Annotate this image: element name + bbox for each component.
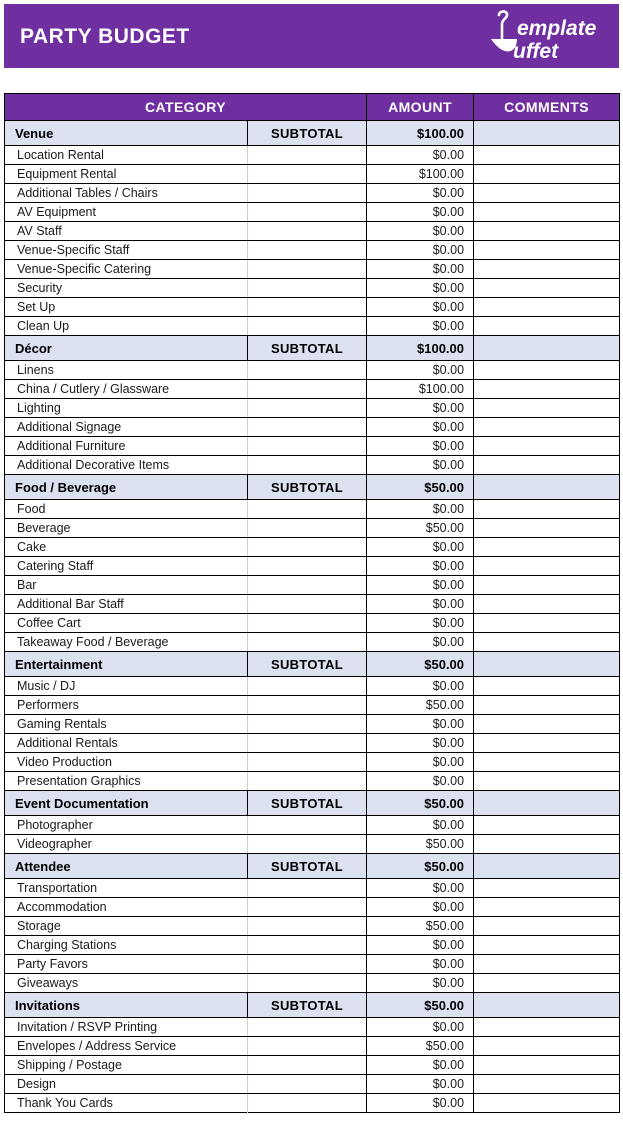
item-name: Invitation / RSVP Printing (5, 1018, 248, 1037)
table-row (5, 879, 620, 898)
item-comment-cell[interactable] (474, 677, 620, 696)
item-name: Lighting (5, 399, 248, 418)
item-comment-cell[interactable] (474, 146, 620, 165)
item-comment-cell[interactable] (474, 816, 620, 835)
table-row (5, 361, 620, 380)
item-comment-cell[interactable] (474, 298, 620, 317)
item-amount[interactable]: $0.00 (367, 633, 474, 652)
item-name: Photographer (5, 816, 248, 835)
template-buffet-logo (477, 8, 605, 64)
item-spacer-cell (248, 456, 367, 475)
item-spacer-cell (248, 538, 367, 557)
item-spacer-cell (248, 753, 367, 772)
item-name: Storage (5, 917, 248, 936)
item-amount[interactable]: $0.00 (367, 753, 474, 772)
item-comment-cell[interactable] (474, 260, 620, 279)
item-spacer-cell (248, 184, 367, 203)
item-comment-cell[interactable] (474, 557, 620, 576)
section-subtotal-row (5, 854, 620, 879)
table-row (5, 399, 620, 418)
table-row (5, 380, 620, 399)
item-name: Beverage (5, 519, 248, 538)
item-comment-cell[interactable] (474, 879, 620, 898)
section-comment-cell[interactable] (474, 121, 620, 146)
item-comment-cell[interactable] (474, 361, 620, 380)
item-comment-cell[interactable] (474, 203, 620, 222)
item-name: Additional Signage (5, 418, 248, 437)
item-spacer-cell (248, 879, 367, 898)
item-name: Cake (5, 538, 248, 557)
table-row (5, 1037, 620, 1056)
table-row (5, 1056, 620, 1075)
item-amount[interactable]: $0.00 (367, 974, 474, 993)
item-comment-cell[interactable] (474, 519, 620, 538)
item-amount[interactable]: $0.00 (367, 222, 474, 241)
item-comment-cell[interactable] (474, 974, 620, 993)
item-amount[interactable]: $0.00 (367, 677, 474, 696)
item-amount[interactable]: $0.00 (367, 279, 474, 298)
item-amount[interactable]: $0.00 (367, 298, 474, 317)
item-spacer-cell (248, 380, 367, 399)
item-amount[interactable]: $0.00 (367, 715, 474, 734)
item-amount[interactable]: $50.00 (367, 519, 474, 538)
item-name: Coffee Cart (5, 614, 248, 633)
item-spacer-cell (248, 974, 367, 993)
item-comment-cell[interactable] (474, 576, 620, 595)
table-row (5, 772, 620, 791)
item-amount[interactable]: $0.00 (367, 203, 474, 222)
subtotal-label: SUBTOTAL (248, 652, 367, 677)
item-spacer-cell (248, 500, 367, 519)
item-name: Video Production (5, 753, 248, 772)
item-comment-cell[interactable] (474, 734, 620, 753)
item-spacer-cell (248, 437, 367, 456)
title-banner (4, 4, 619, 68)
page-title: PARTY BUDGET (20, 24, 190, 48)
section-comment-cell[interactable] (474, 993, 620, 1018)
item-spacer-cell (248, 1037, 367, 1056)
table-row (5, 184, 620, 203)
item-name: Bar (5, 576, 248, 595)
section-subtotal-amount[interactable]: $100.00 (367, 336, 474, 361)
item-comment-cell[interactable] (474, 1075, 620, 1094)
table-row (5, 835, 620, 854)
svg-text:emplate: emplate (517, 17, 597, 40)
item-spacer-cell (248, 279, 367, 298)
item-name: Venue-Specific Staff (5, 241, 248, 260)
column-header-category: CATEGORY (5, 94, 367, 121)
item-comment-cell[interactable] (474, 1094, 620, 1113)
item-name: Additional Decorative Items (5, 456, 248, 475)
item-comment-cell[interactable] (474, 772, 620, 791)
item-name: Accommodation (5, 898, 248, 917)
item-name: Additional Furniture (5, 437, 248, 456)
item-amount[interactable]: $50.00 (367, 917, 474, 936)
table-row (5, 260, 620, 279)
item-comment-cell[interactable] (474, 1018, 620, 1037)
item-amount[interactable]: $100.00 (367, 165, 474, 184)
item-amount[interactable]: $0.00 (367, 936, 474, 955)
item-comment-cell[interactable] (474, 1056, 620, 1075)
table-row (5, 437, 620, 456)
item-name: Venue-Specific Catering (5, 260, 248, 279)
item-comment-cell[interactable] (474, 753, 620, 772)
table-row (5, 165, 620, 184)
item-name: Clean Up (5, 317, 248, 336)
item-comment-cell[interactable] (474, 538, 620, 557)
item-amount[interactable]: $0.00 (367, 317, 474, 336)
table-row (5, 500, 620, 519)
table-body (5, 121, 620, 1113)
item-comment-cell[interactable] (474, 696, 620, 715)
subtotal-label: SUBTOTAL (248, 791, 367, 816)
budget-table (4, 93, 620, 1113)
section-subtotal-amount[interactable]: $50.00 (367, 791, 474, 816)
item-spacer-cell (248, 715, 367, 734)
item-amount[interactable]: $0.00 (367, 184, 474, 203)
table-row (5, 317, 620, 336)
section-subtotal-row (5, 336, 620, 361)
item-amount[interactable]: $0.00 (367, 1056, 474, 1075)
section-subtotal-row (5, 791, 620, 816)
item-spacer-cell (248, 298, 367, 317)
table-row (5, 1018, 620, 1037)
item-spacer-cell (248, 418, 367, 437)
subtotal-label: SUBTOTAL (248, 993, 367, 1018)
table-row (5, 696, 620, 715)
item-amount[interactable]: $100.00 (367, 380, 474, 399)
section-subtotal-amount[interactable]: $50.00 (367, 854, 474, 879)
item-amount[interactable]: $0.00 (367, 576, 474, 595)
item-comment-cell[interactable] (474, 222, 620, 241)
item-name: Additional Rentals (5, 734, 248, 753)
item-spacer-cell (248, 361, 367, 380)
section-comment-cell[interactable] (474, 854, 620, 879)
item-name: China / Cutlery / Glassware (5, 380, 248, 399)
table-row (5, 418, 620, 437)
item-comment-cell[interactable] (474, 456, 620, 475)
item-comment-cell[interactable] (474, 917, 620, 936)
item-spacer-cell (248, 835, 367, 854)
item-spacer-cell (248, 1018, 367, 1037)
subtotal-label: SUBTOTAL (248, 121, 367, 146)
item-spacer-cell (248, 595, 367, 614)
table-row (5, 456, 620, 475)
table-row (5, 633, 620, 652)
item-comment-cell[interactable] (474, 317, 620, 336)
item-amount[interactable]: $0.00 (367, 614, 474, 633)
section-comment-cell[interactable] (474, 652, 620, 677)
item-amount[interactable]: $0.00 (367, 772, 474, 791)
item-name: Charging Stations (5, 936, 248, 955)
table-row (5, 955, 620, 974)
section-name: Attendee (5, 854, 248, 879)
item-amount[interactable]: $0.00 (367, 260, 474, 279)
section-name: Food / Beverage (5, 475, 248, 500)
item-spacer-cell (248, 399, 367, 418)
item-comment-cell[interactable] (474, 500, 620, 519)
item-amount[interactable]: $0.00 (367, 1018, 474, 1037)
table-row (5, 241, 620, 260)
section-subtotal-row (5, 993, 620, 1018)
table-row (5, 576, 620, 595)
table-row (5, 146, 620, 165)
item-amount[interactable]: $0.00 (367, 1075, 474, 1094)
item-comment-cell[interactable] (474, 633, 620, 652)
item-spacer-cell (248, 241, 367, 260)
item-amount[interactable]: $0.00 (367, 557, 474, 576)
item-spacer-cell (248, 955, 367, 974)
table-row (5, 936, 620, 955)
table-row (5, 753, 620, 772)
table-row (5, 519, 620, 538)
item-spacer-cell (248, 1056, 367, 1075)
item-name: Security (5, 279, 248, 298)
item-comment-cell[interactable] (474, 437, 620, 456)
table-row (5, 734, 620, 753)
item-amount[interactable]: $0.00 (367, 955, 474, 974)
subtotal-label: SUBTOTAL (248, 336, 367, 361)
section-subtotal-amount[interactable]: $50.00 (367, 652, 474, 677)
item-spacer-cell (248, 222, 367, 241)
item-name: Food (5, 500, 248, 519)
table-row (5, 298, 620, 317)
section-name: Invitations (5, 993, 248, 1018)
column-header-comments: COMMENTS (474, 94, 620, 121)
table-row (5, 538, 620, 557)
item-comment-cell[interactable] (474, 399, 620, 418)
item-comment-cell[interactable] (474, 184, 620, 203)
item-spacer-cell (248, 146, 367, 165)
item-spacer-cell (248, 165, 367, 184)
section-comment-cell[interactable] (474, 336, 620, 361)
item-comment-cell[interactable] (474, 418, 620, 437)
item-amount[interactable]: $50.00 (367, 696, 474, 715)
item-amount[interactable]: $0.00 (367, 595, 474, 614)
item-amount[interactable]: $0.00 (367, 734, 474, 753)
item-name: Transportation (5, 879, 248, 898)
item-name: Music / DJ (5, 677, 248, 696)
item-comment-cell[interactable] (474, 1037, 620, 1056)
svg-text:uffet: uffet (513, 40, 559, 63)
table-row (5, 816, 620, 835)
item-name: Thank You Cards (5, 1094, 248, 1113)
table-row (5, 677, 620, 696)
table-row (5, 557, 620, 576)
item-spacer-cell (248, 772, 367, 791)
item-amount[interactable]: $0.00 (367, 418, 474, 437)
table-row (5, 974, 620, 993)
item-name: Giveaways (5, 974, 248, 993)
item-name: Linens (5, 361, 248, 380)
item-amount[interactable]: $50.00 (367, 835, 474, 854)
item-name: Equipment Rental (5, 165, 248, 184)
section-subtotal-amount[interactable]: $50.00 (367, 993, 474, 1018)
table-row (5, 1075, 620, 1094)
item-name: AV Equipment (5, 203, 248, 222)
section-subtotal-row (5, 475, 620, 500)
section-name: Entertainment (5, 652, 248, 677)
item-comment-cell[interactable] (474, 835, 620, 854)
item-comment-cell[interactable] (474, 955, 620, 974)
item-name: Videographer (5, 835, 248, 854)
item-name: Envelopes / Address Service (5, 1037, 248, 1056)
item-comment-cell[interactable] (474, 279, 620, 298)
item-spacer-cell (248, 614, 367, 633)
table-row (5, 917, 620, 936)
item-name: Additional Bar Staff (5, 595, 248, 614)
item-amount[interactable]: $0.00 (367, 1094, 474, 1113)
item-spacer-cell (248, 519, 367, 538)
section-comment-cell[interactable] (474, 475, 620, 500)
section-subtotal-row (5, 652, 620, 677)
item-comment-cell[interactable] (474, 241, 620, 260)
item-name: Takeaway Food / Beverage (5, 633, 248, 652)
table-header (5, 94, 620, 121)
item-amount[interactable]: $0.00 (367, 241, 474, 260)
section-subtotal-amount[interactable]: $50.00 (367, 475, 474, 500)
item-amount[interactable]: $0.00 (367, 816, 474, 835)
item-name: Performers (5, 696, 248, 715)
section-comment-cell[interactable] (474, 791, 620, 816)
item-comment-cell[interactable] (474, 936, 620, 955)
table-row (5, 898, 620, 917)
banner-spacer (0, 68, 623, 93)
item-name: Location Rental (5, 146, 248, 165)
item-spacer-cell (248, 917, 367, 936)
table-row (5, 715, 620, 734)
table-row (5, 1094, 620, 1113)
item-amount[interactable]: $0.00 (367, 456, 474, 475)
item-name: AV Staff (5, 222, 248, 241)
section-name: Décor (5, 336, 248, 361)
item-spacer-cell (248, 317, 367, 336)
item-comment-cell[interactable] (474, 380, 620, 399)
item-comment-cell[interactable] (474, 165, 620, 184)
item-name: Presentation Graphics (5, 772, 248, 791)
item-spacer-cell (248, 936, 367, 955)
item-spacer-cell (248, 633, 367, 652)
subtotal-label: SUBTOTAL (248, 475, 367, 500)
item-name: Additional Tables / Chairs (5, 184, 248, 203)
item-comment-cell[interactable] (474, 715, 620, 734)
item-name: Design (5, 1075, 248, 1094)
item-spacer-cell (248, 696, 367, 715)
item-comment-cell[interactable] (474, 595, 620, 614)
item-spacer-cell (248, 734, 367, 753)
item-spacer-cell (248, 557, 367, 576)
item-spacer-cell (248, 1075, 367, 1094)
item-amount[interactable]: $0.00 (367, 879, 474, 898)
table-row (5, 222, 620, 241)
table-row (5, 595, 620, 614)
section-name: Event Documentation (5, 791, 248, 816)
item-spacer-cell (248, 677, 367, 696)
item-amount[interactable]: $0.00 (367, 538, 474, 557)
table-row (5, 614, 620, 633)
item-amount[interactable]: $0.00 (367, 361, 474, 380)
item-spacer-cell (248, 1094, 367, 1113)
item-amount[interactable]: $0.00 (367, 146, 474, 165)
item-amount[interactable]: $0.00 (367, 500, 474, 519)
section-subtotal-amount[interactable]: $100.00 (367, 121, 474, 146)
item-spacer-cell (248, 816, 367, 835)
item-name: Party Favors (5, 955, 248, 974)
item-amount[interactable]: $0.00 (367, 399, 474, 418)
item-comment-cell[interactable] (474, 614, 620, 633)
item-name: Shipping / Postage (5, 1056, 248, 1075)
item-spacer-cell (248, 260, 367, 279)
item-spacer-cell (248, 898, 367, 917)
item-name: Set Up (5, 298, 248, 317)
item-amount[interactable]: $0.00 (367, 437, 474, 456)
item-spacer-cell (248, 203, 367, 222)
section-name: Venue (5, 121, 248, 146)
column-header-amount: AMOUNT (367, 94, 474, 121)
item-amount[interactable]: $0.00 (367, 898, 474, 917)
subtotal-label: SUBTOTAL (248, 854, 367, 879)
header-row (5, 94, 620, 121)
table-row (5, 203, 620, 222)
section-subtotal-row (5, 121, 620, 146)
item-spacer-cell (248, 576, 367, 595)
item-amount[interactable]: $50.00 (367, 1037, 474, 1056)
item-comment-cell[interactable] (474, 898, 620, 917)
item-name: Catering Staff (5, 557, 248, 576)
item-name: Gaming Rentals (5, 715, 248, 734)
table-row (5, 279, 620, 298)
